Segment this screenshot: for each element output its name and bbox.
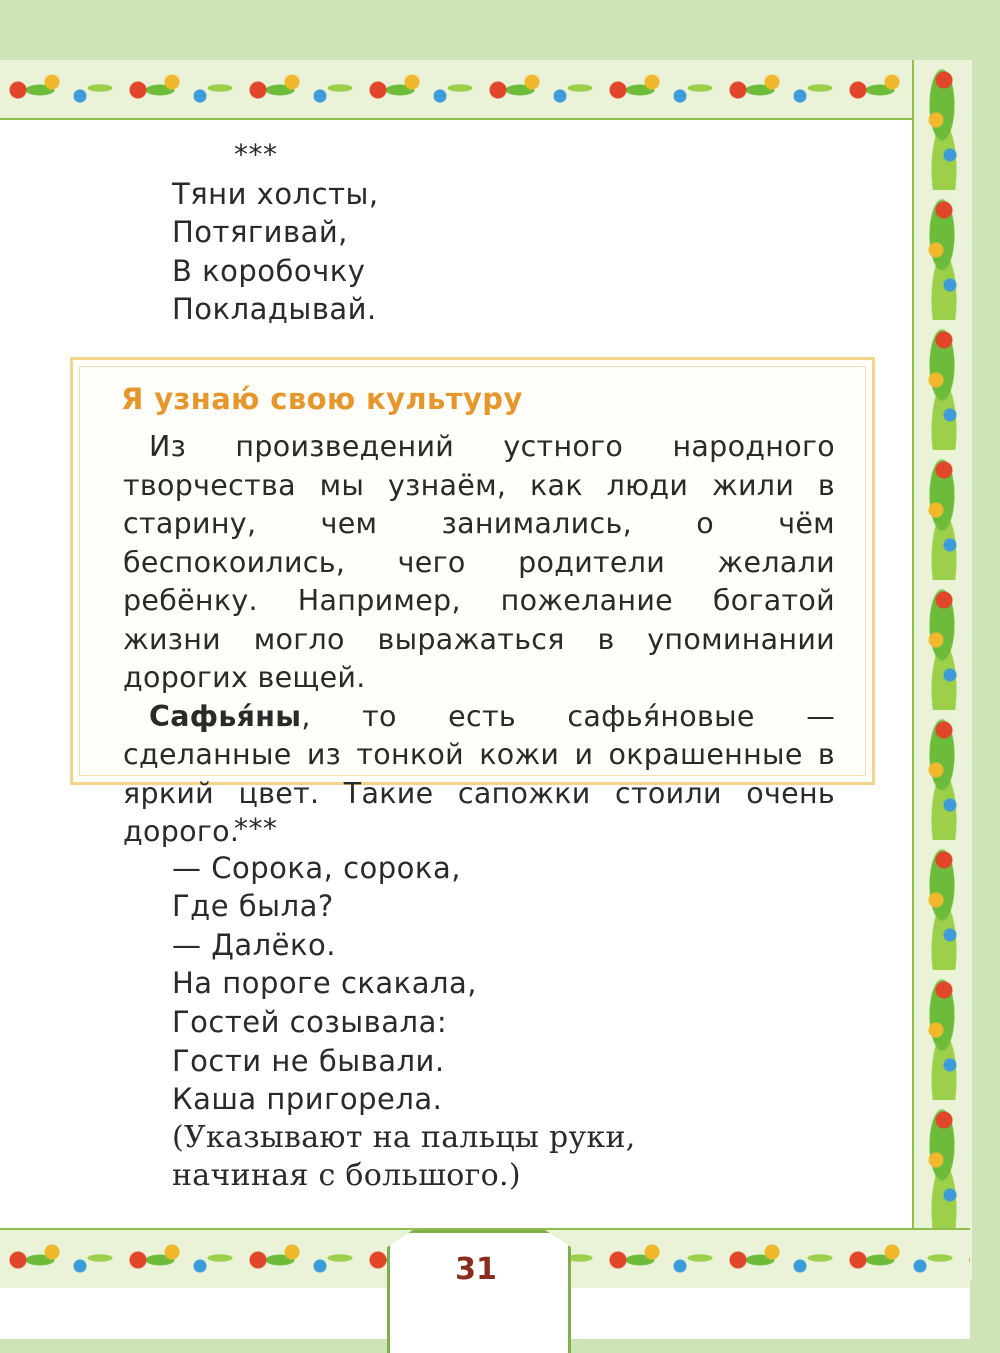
- poem-line: Потягивай,: [172, 215, 348, 250]
- poem-line: Гости не бывали.: [172, 1043, 445, 1078]
- page-number: 31: [455, 1252, 497, 1287]
- poem-stars: ***: [234, 812, 278, 845]
- poem-weaving: [172, 136, 379, 329]
- culture-box-title: Я узнаю́ свою культуру: [121, 382, 523, 416]
- poem-stars: ***: [234, 138, 278, 171]
- floral-border-right: [912, 60, 972, 1280]
- poem-stage-note: начиная с большого.): [172, 1158, 521, 1194]
- page-number-tab: [387, 1230, 571, 1353]
- poem-line: Тяни холсты,: [172, 176, 379, 211]
- culture-paragraph-1: Из произведений устного народного творчества мы узнаём, как люди жили в старину, чем занимались, о чём беспокоились, чего родители желали ребёнку. Например, пожелание богатой жизни могло выражаться в упоминании дорогих вещей.: [123, 430, 835, 694]
- poem-line: Покладывай.: [172, 292, 377, 327]
- poem-line: В коробочку: [172, 253, 366, 288]
- poem-line: Где была?: [172, 889, 334, 924]
- poem-soroka: [172, 810, 636, 1196]
- term-definition: , то есть сафья́новые — сделанные из тонкой кожи и окрашенные в яркий цвет. Такие сапожки стоили очень дорого.: [123, 699, 835, 848]
- culture-box-text: [123, 428, 835, 852]
- poem-line: Гостей созывала:: [172, 1004, 448, 1039]
- floral-border-top: [0, 60, 970, 120]
- poem-line: — Сорока, сорока,: [172, 850, 461, 885]
- term-safyany: Сафья́ны: [149, 699, 302, 733]
- poem-line: Каша пригорела.: [172, 1082, 443, 1117]
- poem-stage-note: (Указывают на пальцы руки,: [172, 1119, 636, 1155]
- poem-line: — Далёко.: [172, 927, 336, 962]
- culture-info-box: [70, 357, 875, 848]
- poem-line: На пороге скакала,: [172, 966, 477, 1001]
